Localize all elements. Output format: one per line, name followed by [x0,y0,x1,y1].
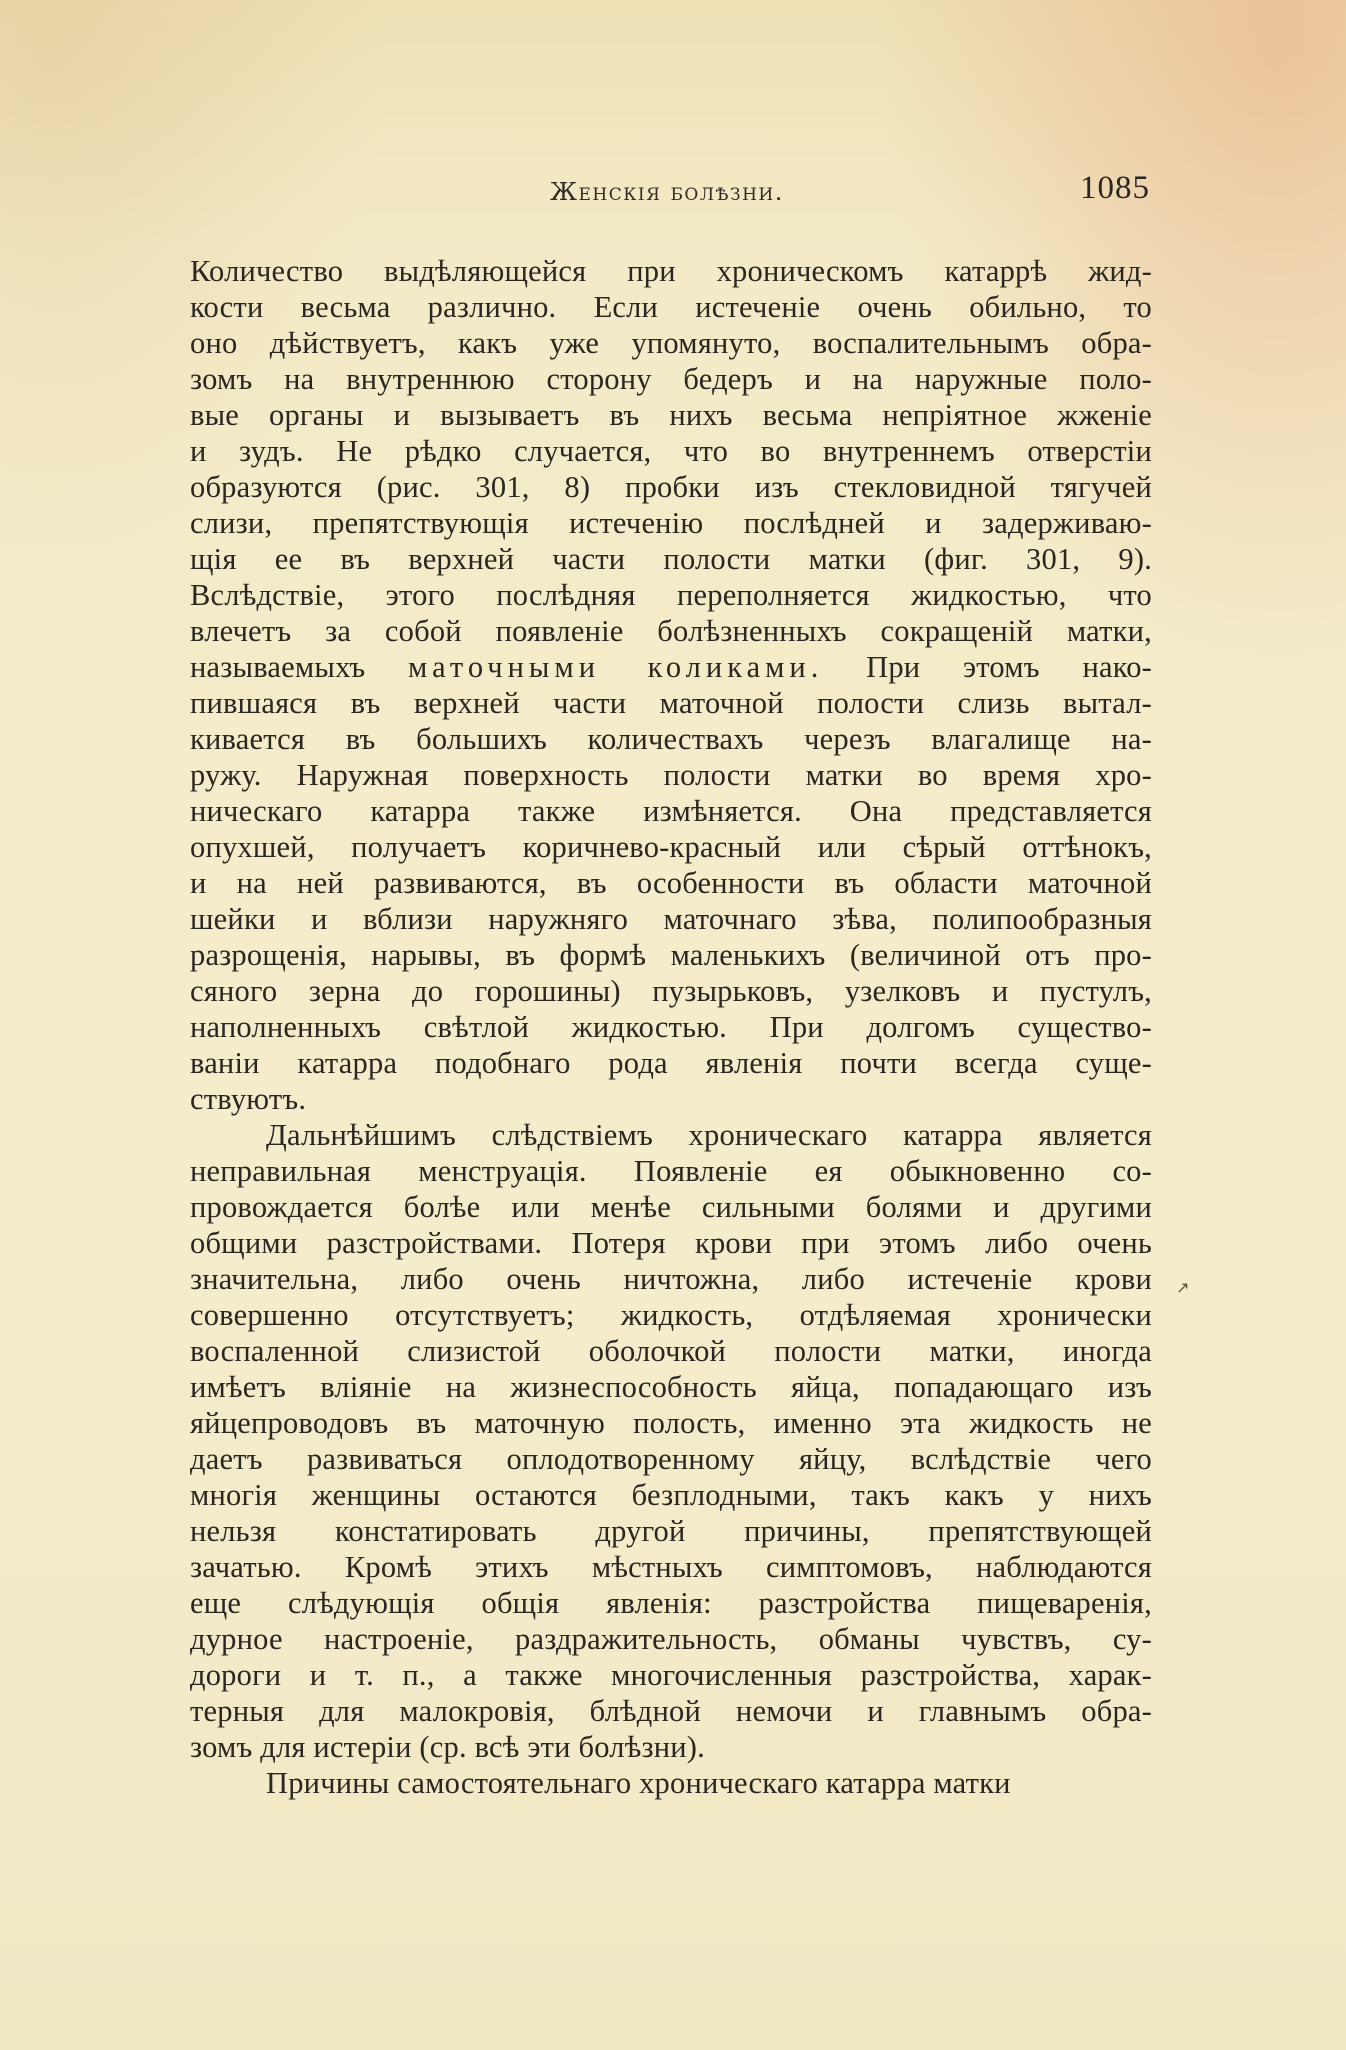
margin-mark: ↗ [1176,1278,1190,1297]
text-line: провождается болѣе или менѣе сильными болями и другими [190,1190,1152,1224]
text-line: шейки и вблизи наружняго маточнаго зѣва, полипообразныя [190,902,1152,936]
text-segment: При этомъ нако- [823,650,1153,684]
text-line: общими разстройствами. Потеря крови при этомъ либо очень [190,1226,1152,1260]
text-line: даетъ развиваться оплодотворенному яйцу, вслѣдствіе чего [190,1442,1152,1476]
text-line: Вслѣдствіе, этого послѣдняя переполняется жидкостью, что [190,578,1152,612]
text-segment: называемыхъ [190,650,409,684]
text-line: кости весьма различно. Если истеченіе очень обильно, то [190,290,1152,324]
text-line: воспаленной слизистой оболочкой полости матки, иногда [190,1334,1152,1368]
body-text [190,253,1152,1813]
text-line: и зудъ. Не рѣдко случается, что во внутреннемъ отверстіи [190,434,1152,468]
text-line: разрощенія, нарывы, въ формѣ маленькихъ (величиной отъ про- [190,938,1152,972]
text-line: ническаго катарра также измѣняется. Она представляется [190,794,1152,828]
text-line: дурное настроеніе, раздражительность, обманы чувствъ, су- [190,1622,1152,1656]
text-line: нельзя констатировать другой причины, препятствующей [190,1514,1152,1548]
text-line: наполненныхъ свѣтлой жидкостью. При долгомъ существо- [190,1010,1152,1044]
text-line: дороги и т. п., а также многочисленныя разстройства, харак- [190,1658,1152,1692]
text-line: яйцепроводовъ въ маточную полость, именно эта жидкость не [190,1406,1152,1440]
emphasized-term: маточными коликами. [408,650,824,684]
text-line: зачатью. Кромѣ этихъ мѣстныхъ симптомовъ, наблюдаются [190,1550,1152,1584]
paragraph-start: Причины самостоятельнаго хроническаго катарра матки [266,1766,1011,1800]
text-line: Количество выдѣляющейся при хроническомъ катаррѣ жид- [190,254,1152,288]
text-line-with-emphasis [190,649,1152,685]
text-line: еще слѣдующія общія явленія: разстройства пищеваренія, [190,1586,1152,1620]
text-line: имѣетъ вліяніе на жизнеспособность яйца, попадающаго изъ [190,1370,1152,1404]
text-line: неправильная менструація. Появленіе ея обыкновенно со- [190,1154,1152,1188]
page-number: 1085 [1080,170,1150,206]
text-line: вые органы и вызываетъ въ нихъ весьма непріятное жженіе [190,398,1152,432]
text-line: влечетъ за собой появленіе болѣзненныхъ сокращеній матки, [190,614,1152,648]
text-line: образуются (рис. 301, 8) пробки изъ стекловидной тягучей [190,470,1152,504]
running-head [190,170,1156,218]
text-line: многія женщины остаются безплодными, такъ какъ у нихъ [190,1478,1152,1512]
text-line: пившаяся въ верхней части маточной полости слизь вытал- [190,686,1152,720]
text-line: слизи, препятствующія истеченію послѣдней и задерживаю- [190,506,1152,540]
running-title: Женскія болѣзни. [550,178,784,206]
text-line: кивается въ большихъ количествахъ черезъ влагалище на- [190,722,1152,756]
text-line: ствуютъ. [190,1082,307,1116]
text-line: зомъ на внутреннюю сторону бедеръ и на наружные поло- [190,362,1152,396]
text-line: ваніи катарра подобнаго рода явленія почти всегда суще- [190,1046,1152,1080]
text-line: опухшей, получаетъ коричнево-красный или сѣрый оттѣнокъ, [190,830,1152,864]
text-line: терныя для малокровія, блѣдной немочи и главнымъ обра- [190,1694,1152,1728]
text-line: значительна, либо очень ничтожна, либо истеченіе крови [190,1262,1152,1296]
text-line: щія ее въ верхней части полости матки (фиг. 301, 9). [190,542,1152,576]
text-line: зомъ для истеріи (ср. всѣ эти болѣзни). [190,1730,705,1764]
text-line: сяного зерна до горошины) пузырьковъ, узелковъ и пустулъ, [190,974,1152,1008]
text-line: оно дѣйствуетъ, какъ уже упомянуто, воспалительнымъ обра- [190,326,1152,360]
text-line: совершенно отсутствуетъ; жидкость, отдѣляемая хронически [190,1298,1152,1332]
paragraph-start: Дальнѣйшимъ слѣдствіемъ хроническаго катарра является [266,1118,1152,1152]
text-line: ружу. Наружная поверхность полости матки во время хро- [190,758,1152,792]
text-line: и на ней развиваются, въ особенности въ области маточной [190,866,1152,900]
